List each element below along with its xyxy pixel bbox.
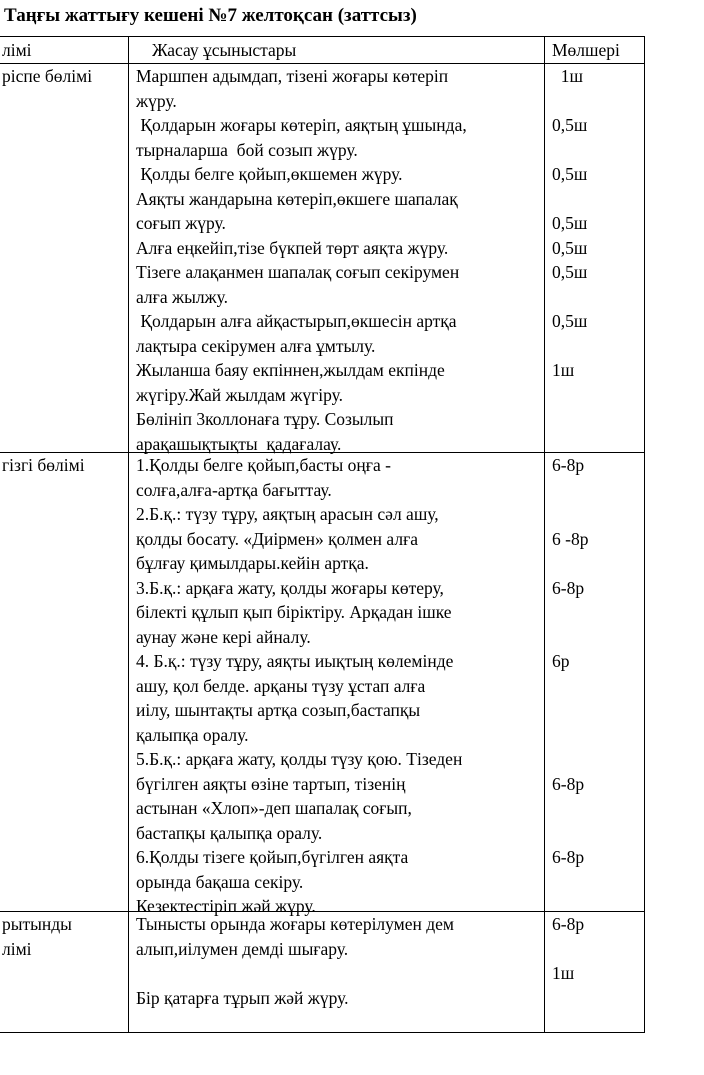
content-line: алға жылжу. <box>136 286 229 307</box>
amount-line <box>552 600 642 625</box>
content-line: аунау және кері айналу. <box>136 626 311 647</box>
content-line: 2.Б.қ.: түзу тұру, аяқтың арасын сәл ашу, <box>136 504 439 524</box>
content-line: жүру. <box>136 90 177 111</box>
header-content: Жасау ұсыныстары <box>152 40 297 60</box>
content-line: 5.Б.қ.: арқаға жату, қолды түзу қою. Тізеден <box>136 749 463 769</box>
amount-line: 6-8р <box>552 914 585 934</box>
content-line: Қолды белге қойып,өкшемен жүру. <box>136 164 403 184</box>
row2-content <box>136 453 541 919</box>
content-line: Бөлініп 3коллонаға тұру. Созылып <box>136 409 394 429</box>
content-line: қолды босату. «Диірмен» қолмен алға <box>136 528 419 549</box>
amount-line <box>552 870 642 895</box>
amount-line <box>552 383 642 408</box>
content-line: 1.Қолды белге қойып,басты оңға - <box>136 455 391 475</box>
amount-line <box>552 138 642 163</box>
content-line: Кезектестіріп жәй жүру. <box>136 896 316 916</box>
amount-line: 6-8р <box>552 847 585 867</box>
content-line: жүгіру.Жай жылдам жүгіру. <box>136 384 344 405</box>
amount-line <box>552 478 642 503</box>
content-line: бүгілген аяқты өзіне тартып, тізенің <box>136 773 406 794</box>
content-line: тырналарша бой созып жүру. <box>136 139 358 160</box>
amount-line: 0,5ш <box>552 237 588 258</box>
content-line: Аяқты жандарына көтеріп,өкшеге шапалақ <box>136 188 458 209</box>
row1-section: ріспе бөлімі <box>2 66 93 86</box>
amount-line: 1ш <box>552 963 575 983</box>
col1-right-border <box>128 36 129 1033</box>
amount-line <box>552 821 642 846</box>
amount-line: 0,5ш <box>552 262 588 282</box>
row1-content <box>136 64 541 456</box>
content-line: орында бақаша секіру. <box>136 871 304 892</box>
col3-right-border <box>644 36 645 1033</box>
row2-section: гізгі бөлімі <box>2 455 85 475</box>
amount-line: 6-8р <box>552 455 585 475</box>
content-line: бастапқы қалыпқа оралу. <box>136 822 323 843</box>
content-line: ашу, қол белде. арқаны түзу ұстап алға <box>136 675 426 696</box>
amount-line <box>552 285 642 310</box>
content-line: Жыланша баяу екпіннен,жылдам екпінде <box>136 360 445 380</box>
amount-line: 6-8р <box>552 577 585 598</box>
content-line: солға,алға-артқа бағыттау. <box>136 479 332 500</box>
content-line: соғып жүру. <box>136 213 226 233</box>
section-line: лімі <box>2 938 32 959</box>
header-section: лімі <box>2 40 32 60</box>
amount-line: 0,5ш <box>552 115 588 135</box>
content-line: Қолдарын алға айқастырып,өкшесін артқа <box>136 311 457 331</box>
amount-line <box>552 334 642 359</box>
amount-line <box>552 551 642 576</box>
content-line: Маршпен адымдап, тізені жоғары көтеріп <box>136 66 449 86</box>
amount-line: 0,5ш <box>552 164 588 184</box>
content-line: Алға еңкейіп,тізе бүкпей төрт аяқта жүру. <box>136 237 449 258</box>
content-line: Тізеге алақанмен шапалақ соғып секірумен <box>136 262 460 282</box>
content-line <box>136 961 541 986</box>
content-line: 4. Б.қ.: түзу тұру, аяқты иықтың көлемінде <box>136 651 454 671</box>
section-line: рытынды <box>2 914 72 934</box>
amount-line <box>552 187 642 212</box>
amount-line: 0,5ш <box>552 311 588 331</box>
content-line: 3.Б.қ.: арқаға жату, қолды жоғары көтеру, <box>136 577 444 598</box>
content-line: 6.Қолды тізеге қойып,бүгілген аяқта <box>136 847 409 867</box>
content-line: Тынысты орында жоғары көтерілумен дем <box>136 914 455 934</box>
amount-line: 1ш <box>552 66 583 86</box>
content-line: арақашықтықты қадағалау. <box>136 433 342 454</box>
amount-line <box>552 937 642 962</box>
amount-line: 6р <box>552 651 570 671</box>
amount-line: 0,5ш <box>552 213 588 233</box>
table-top-border <box>0 36 645 37</box>
amount-line: 1ш <box>552 360 575 380</box>
content-line: Бір қатарға тұрып жәй жүру. <box>136 987 349 1008</box>
amount-line <box>552 502 642 527</box>
amount-line: 6-8р <box>552 773 585 794</box>
col2-right-border <box>544 36 545 1033</box>
content-line: алып,иілумен демді шығару. <box>136 938 349 959</box>
amount-line <box>552 674 642 699</box>
row3-content <box>136 912 541 1010</box>
amount-line <box>552 796 642 821</box>
amount-line <box>552 407 642 432</box>
amount-line <box>552 723 642 748</box>
content-line: астынан «Хлоп»-деп шапалақ соғып, <box>136 798 412 818</box>
amount-line <box>552 625 642 650</box>
amount-line <box>552 89 642 114</box>
amount-line <box>552 986 642 1011</box>
header-amount: Мөлшері <box>552 40 620 60</box>
content-line: бұлғау қимылдары.кейін артқа. <box>136 553 369 573</box>
content-line: білекті құлып қып біріктіру. Арқадан ішке <box>136 602 452 622</box>
amount-line <box>552 747 642 772</box>
row2-amounts <box>552 453 642 919</box>
content-line: қалыпқа оралу. <box>136 724 249 745</box>
document-title: Таңғы жаттығу кешені №7 желтоқсан (заттсыз) <box>4 5 417 26</box>
amount-line: 6 -8р <box>552 528 589 549</box>
row1-amounts <box>552 64 642 456</box>
row3-section <box>2 912 72 961</box>
content-line: иілу, шынтақты артқа созып,бастапқы <box>136 700 421 720</box>
content-line: лақтыра секірумен алға ұмтылу. <box>136 335 376 356</box>
row3-amounts <box>552 912 642 1010</box>
content-line: Қолдарын жоғары көтеріп, аяқтың ұшында, <box>136 115 467 135</box>
table-bottom-border <box>0 1032 645 1033</box>
amount-line <box>552 698 642 723</box>
